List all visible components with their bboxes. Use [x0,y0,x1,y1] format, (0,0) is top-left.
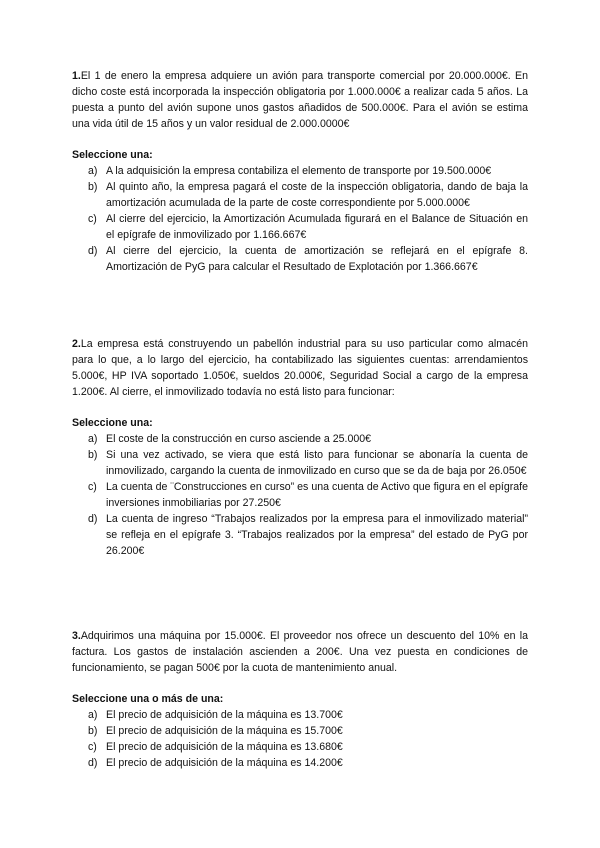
question-body: La empresa está construyendo un pabellón industrial para su uso particular como almacén para lo que, a lo largo del ejercicio, ha contabilizado las siguientes cuentas: arrendamientos 5.000€, HP IVA soportado 1.050€, sueldos 20.000€, Seguridad Social a cargo de la empresa 1.200€. Al cierre, el inmovilizado todavía no está listo para funcionar: [72,338,528,398]
option-letter: b) [88,449,98,461]
option-text: Al quinto año, la empresa pagará el coste de la inspección obligatoria, dando de baja la amortización acumulada de la parte de coste correspondiente por 5.000.000€ [106,181,528,209]
option-b[interactable] [72,447,528,479]
option-letter: b) [88,725,98,737]
option-text: Al cierre del ejercicio, la Amortización Acumulada figurará en el Balance de Situación en el epígrafe de inmovilizado por 1.166.667€ [106,213,528,241]
question-number: 1. [72,70,81,82]
option-d[interactable] [72,755,528,771]
option-text: La cuenta de ¨Construcciones en curso” es una cuenta de Activo que figura en el epígrafe inversiones inmobiliarias por 27.250€ [106,481,528,509]
option-b[interactable] [72,723,528,739]
option-letter: a) [88,433,98,445]
option-text: A la adquisición la empresa contabiliza el elemento de transporte por 19.500.000€ [106,165,492,177]
option-letter: d) [88,757,98,769]
question-body: El 1 de enero la empresa adquiere un avión para transporte comercial por 20.000.000€. En dicho coste está incorporada la inspección obligatoria por 1.000.000€ a realizar cada 5 años. La puesta a punto del avión supone unos gastos añadidos de 500.000€. Para el avión se estima una vida útil de 15 años y un valor residual de 2.000.0000€ [72,70,528,130]
option-a[interactable] [72,431,528,447]
question-text [72,336,528,400]
question-text [72,68,528,132]
option-letter: a) [88,165,98,177]
question-text [72,628,528,676]
select-prompt: Seleccione una: [72,149,153,161]
option-text: El precio de adquisición de la máquina es 15.700€ [106,725,343,737]
option-letter: c) [88,741,97,753]
option-d[interactable] [72,511,528,559]
question-3 [72,628,528,771]
option-text: El precio de adquisición de la máquina es 13.700€ [106,709,343,721]
option-text: Al cierre del ejercicio, la cuenta de amortización se reflejará en el epígrafe 8. Amortización de PyG para calcular el Resultado de Explotación por 1.366.667€ [106,245,528,273]
option-a[interactable] [72,707,528,723]
options-list [72,707,528,771]
option-letter: a) [88,709,98,721]
option-d[interactable] [72,243,528,275]
option-text: El precio de adquisición de la máquina es 14.200€ [106,757,343,769]
option-text: Si una vez activado, se viera que está listo para funcionar se abonaría la cuenta de inmovilizado, cargando la cuenta de inmovilizado en curso que se da de baja por 26.050€ [106,449,528,477]
option-letter: d) [88,245,98,257]
option-c[interactable] [72,211,528,243]
option-letter: c) [88,213,97,225]
options-list [72,431,528,559]
option-c[interactable] [72,739,528,755]
option-text: El precio de adquisición de la máquina es 13.680€ [106,741,343,753]
option-letter: d) [88,513,98,525]
question-number: 3. [72,630,81,642]
option-c[interactable] [72,479,528,511]
question-2 [72,336,528,559]
question-number: 2. [72,338,81,350]
select-prompt: Seleccione una o más de una: [72,693,224,705]
option-letter: c) [88,481,97,493]
options-list [72,163,528,275]
option-text: La cuenta de ingreso “Trabajos realizados por la empresa para el inmovilizado material” se refleja en el epígrafe 3. “Trabajos realizados por la empresa” del estado de PyG por 26.200€ [106,513,528,557]
option-text: El coste de la construcción en curso asciende a 25.000€ [106,433,372,445]
question-body: Adquirimos una máquina por 15.000€. El proveedor nos ofrece un descuento del 10% en la factura. Los gastos de instalación ascienden a 200€. Una vez puesta en condiciones de funcionamiento, se pagan 500€ por la cuota de mantenimiento anual. [72,630,528,674]
question-1 [72,68,528,275]
option-b[interactable] [72,179,528,211]
select-prompt: Seleccione una: [72,417,153,429]
option-a[interactable] [72,163,528,179]
option-letter: b) [88,181,98,193]
